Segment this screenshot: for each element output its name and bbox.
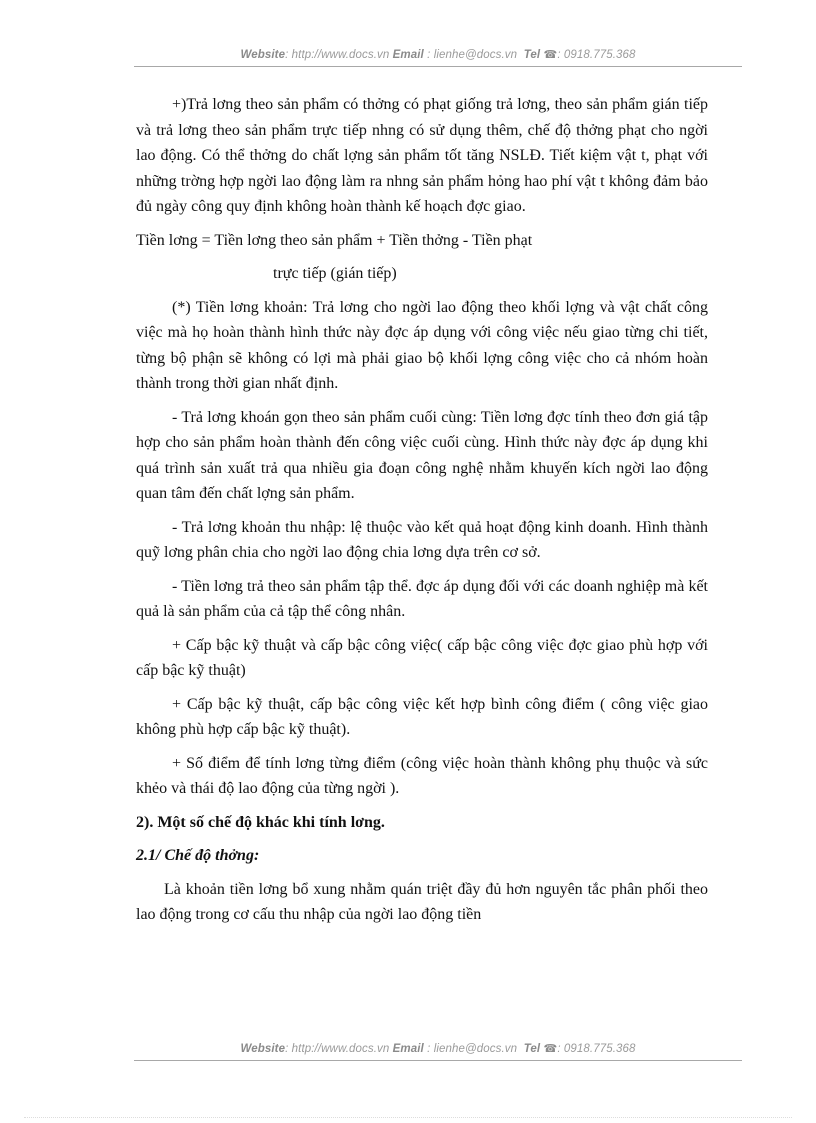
footer-email-link[interactable]: : lienhe@docs.vn (427, 1043, 518, 1055)
footer-website-label: Website (240, 1043, 286, 1055)
phone-icon: ☎ (543, 1043, 558, 1055)
header-website-link[interactable]: : http://www.docs.vn (285, 49, 390, 61)
formula-line-continued: trực tiếp (gián tiếp) (273, 265, 397, 282)
header-email-label: Email (392, 49, 424, 61)
paragraph-final-product: - Trả lơng khoán gọn theo sản phẩm cuối cùng: Tiền lơng đợc tính theo đơn giá tập hợp cho sản phẩm hoàn thành đến công việc cuối cùng. Hình thức này đợc áp dụng khi quá trình sản xuất trả qua nhiều gia đoạn công nghệ nhằm khuyến kích ngời lao động quan tâm đến chất lợng sản phẩm. (136, 408, 708, 502)
paragraph-bonus-penalty: +)Trả lơng theo sản phẩm có thởng có phạt giống trả lơng, theo sản phẩm gián tiếp và trả lơng theo sản phẩm trực tiếp nhng có sử dụng thêm, chế độ thởng phạt cho ngời lao động. Có thể thởng do chất lợng sản phẩm tốt tăng NSLĐ. Tiết kiệm vật t, phạt với những trờng hợp ngời lao động làm ra nhng sản phẩm hỏng hao phí vật t không đảm bảo đủ ngày công quy định không hoàn thành kế hoạch đợc giao. (136, 96, 708, 215)
footer-tel-label: Tel (523, 1043, 541, 1055)
document-body (136, 92, 708, 936)
page-header (134, 48, 742, 67)
page-footer (134, 1042, 742, 1061)
paragraph-income: - Trả lơng khoản thu nhập: lệ thuộc vào kết quả hoạt động kinh doanh. Hình thành quỹ lơng phân chia cho ngời lao động chia lơng dựa trên cơ sở. (136, 518, 708, 561)
page-edge-divider (24, 1117, 792, 1119)
paragraph-piecework: (*) Tiền lơng khoản: Trả lơng cho ngời lao động theo khối lợng và vật chất công việc mà họ hoàn thành hình thức này đợc áp dụng với công việc nếu giao từng chi tiết, từng bộ phận sẽ không có lợi mà phải giao bộ khối lợng công việc cho cả nhóm hoàn thành trong thời gian nhất định. (136, 298, 708, 392)
subsection-heading: 2.1/ Chế độ thởng: (136, 847, 260, 864)
phone-icon: ☎ (543, 49, 558, 61)
paragraph-skill-points: + Cấp bậc kỹ thuật, cấp bậc công việc kết hợp bình công điểm ( công việc giao không phù hợp cấp bậc kỹ thuật). (136, 695, 708, 738)
paragraph-bonus-definition: Là khoản tiền lơng bổ xung nhằm quán triệt đầy đủ hơn nguyên tắc phân phối theo lao động trong cơ cấu thu nhập của ngời lao động tiền (136, 880, 708, 923)
footer-website-link[interactable]: : http://www.docs.vn (285, 1043, 390, 1055)
footer-email-label: Email (392, 1043, 424, 1055)
section-heading: 2). Một số chế độ khác khi tính lơng. (136, 813, 385, 831)
header-tel-value: : 0918.775.368 (557, 49, 636, 61)
paragraph-collective: - Tiền lơng trả theo sản phẩm tập thể. đợc áp dụng đối với các doanh nghiệp mà kết quả là sản phẩm của cả tập thể công nhân. (136, 577, 708, 620)
footer-tel-value: : 0918.775.368 (557, 1043, 636, 1055)
formula-line: Tiền lơng = Tiền lơng theo sản phẩm + Tiền thởng - Tiền phạt (136, 231, 533, 249)
header-website-label: Website (240, 49, 286, 61)
header-email-link[interactable]: : lienhe@docs.vn (427, 49, 518, 61)
paragraph-skill-level: + Cấp bậc kỹ thuật và cấp bậc công việc( cấp bậc công việc đợc giao phù hợp với cấp bậc kỹ thuật) (136, 636, 708, 679)
header-tel-label: Tel (523, 49, 541, 61)
paragraph-points: + Số điểm để tính lơng từng điểm (công việc hoàn thành không phụ thuộc và sức khẻo và thái độ lao động của từng ngời ). (136, 754, 708, 797)
